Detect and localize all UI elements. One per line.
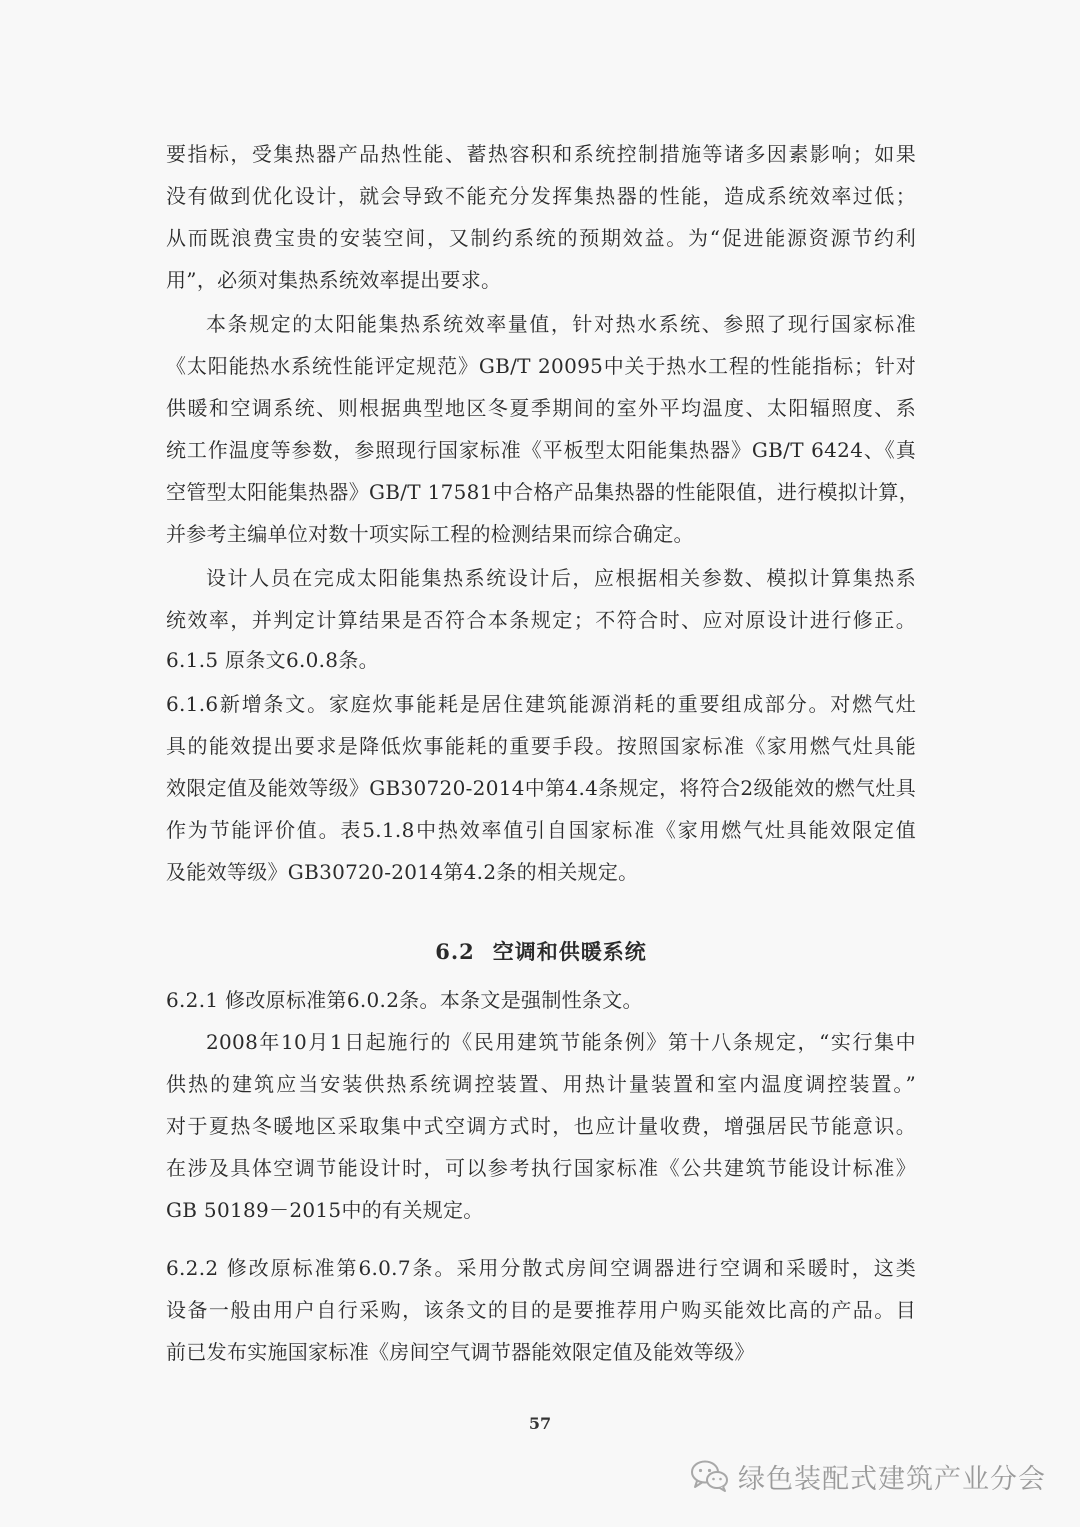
text-line: 效限定值及能效等级》GB30720-2014中第4.4条规定，将符合2级能效的燃气灶具 [166,776,916,800]
text-line: GB 50189－2015中的有关规定。 [166,1198,484,1222]
clause-line: 6.1.5 原条文6.0.8条。 [166,648,379,672]
text-line: 没有做到优化设计，就会导致不能充分发挥集热器的性能，造成系统效率过低； [166,184,916,208]
text-line: 前已发布实施国家标准《房间空气调节器能效限定值及能效等级》 [166,1340,755,1364]
text-line: 作为节能评价值。表5.1.8中热效率值引自国家标准《家用燃气灶具能效限定值 [166,818,916,842]
text-line: 《太阳能热水系统性能评定规范》GB/T 20095中关于热水工程的性能指标；针对 [166,354,916,378]
text-line: 具的能效提出要求是降低炊事能耗的重要手段。按照国家标准《家用燃气灶具能 [166,734,916,758]
text-line: 供热的建筑应当安装供热系统调控装置、用热计量装置和室内温度调控装置。” [166,1072,916,1096]
text-line: 在涉及具体空调节能设计时，可以参考执行国家标准《公共建筑节能设计标准》 [166,1156,916,1180]
text-line: 从而既浪费宝贵的安装空间，又制约系统的预期效益。为“促进能源资源节约利 [166,226,916,250]
wechat-icon [690,1459,730,1493]
watermark [690,1456,1046,1496]
text-line: 要指标，受集热器产品热性能、蓄热容积和系统控制措施等诸多因素影响；如果 [166,142,916,166]
text-line: 统效率，并判定计算结果是否符合本条规定；不符合时、应对原设计进行修正。 [166,608,916,632]
section-title: 空调和供暖系统 [492,939,647,964]
text-line: 2008年10月1日起施行的《民用建筑节能条例》第十八条规定，“实行集中 [206,1030,916,1054]
text-line: 统工作温度等参数，参照现行国家标准《平板型太阳能集热器》GB/T 6424、《真 [166,438,916,462]
text-line: 并参考主编单位对数十项实际工程的检测结果而综合确定。 [166,522,694,546]
text-line: 设备一般由用户自行采购，该条文的目的是要推荐用户购买能效比高的产品。目 [166,1298,916,1322]
watermark-text: 绿色装配式建筑产业分会 [738,1463,1046,1495]
clause-line: 6.2.1 修改原标准第6.0.2条。本条文是强制性条文。 [166,988,643,1012]
section-number: 6.2 [435,939,475,964]
section-heading [166,932,916,972]
text-line: 本条规定的太阳能集热系统效率量值，针对热水系统、参照了现行国家标准 [206,312,916,336]
text-line: 6.1.6新增条文。家庭炊事能耗是居住建筑能源消耗的重要组成部分。对燃气灶 [166,692,916,716]
text-line: 对于夏热冬暖地区采取集中式空调方式时，也应计量收费，增强居民节能意识。 [166,1114,916,1138]
text-line: 用”，必须对集热系统效率提出要求。 [166,268,502,292]
page-number: 57 [528,1414,552,1433]
text-line: 设计人员在完成太阳能集热系统设计后，应根据相关参数、模拟计算集热系 [206,566,916,590]
text-line: 空管型太阳能集热器》GB/T 17581中合格产品集热器的性能限值，进行模拟计算， [166,480,920,504]
text-line: 6.2.2 修改原标准第6.0.7条。采用分散式房间空调器进行空调和采暖时，这类 [166,1256,916,1280]
text-line: 及能效等级》GB30720-2014第4.2条的相关规定。 [166,860,639,884]
text-line: 供暖和空调系统、则根据典型地区冬夏季期间的室外平均温度、太阳辐照度、系 [166,396,916,420]
